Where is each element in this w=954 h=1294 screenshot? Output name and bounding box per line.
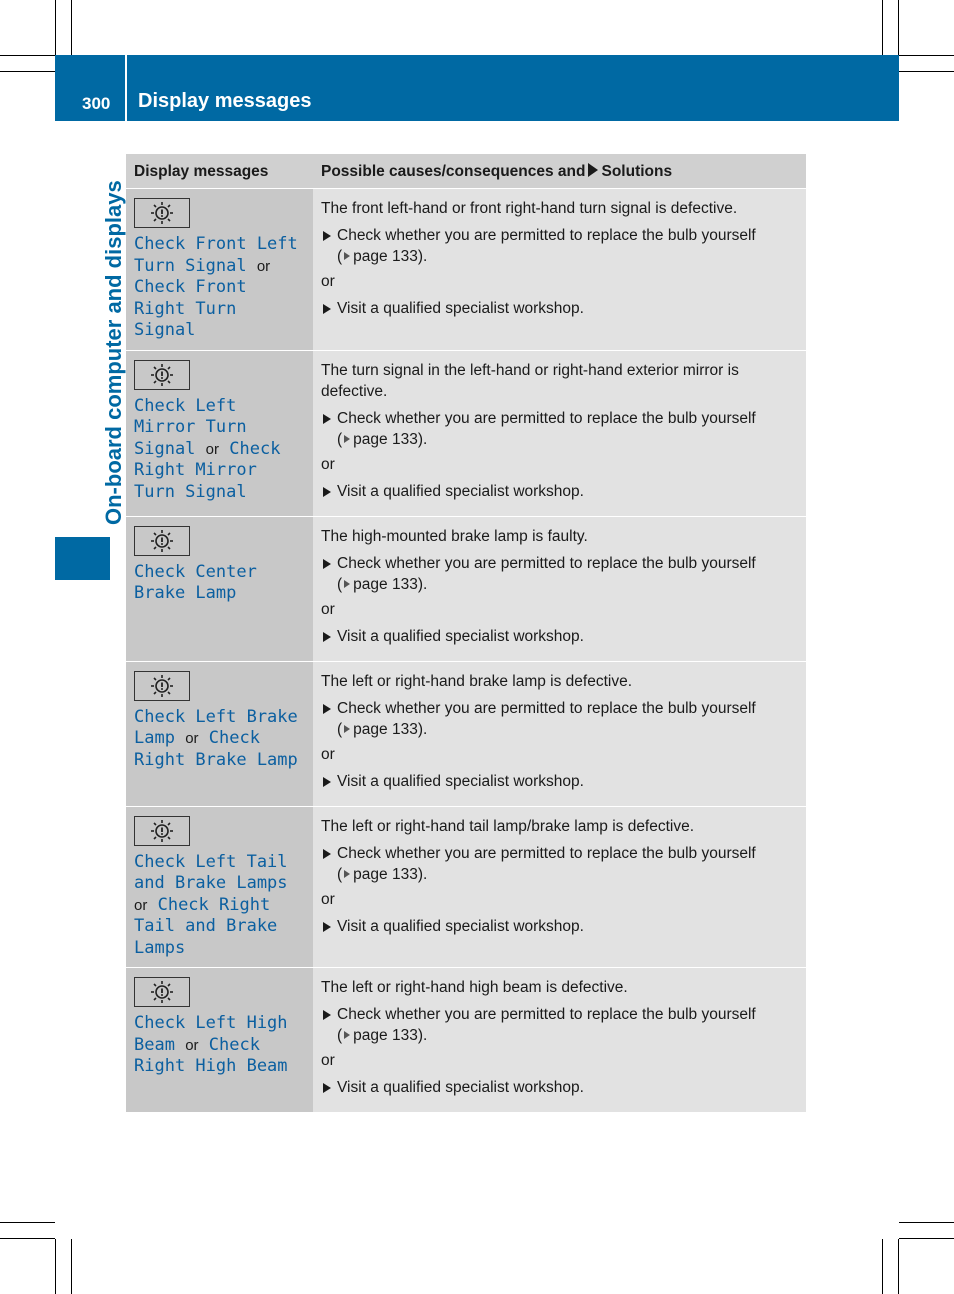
solution-text: Check whether you are permitted to replace the bulb yourself <box>337 409 756 427</box>
table-row <box>126 189 806 351</box>
page-reference-arrow-icon <box>344 725 350 733</box>
or-separator-line: or <box>321 1052 335 1069</box>
display-message-alternate: Check Right Tail and Brake Lamps <box>134 894 278 958</box>
causes-cell <box>313 189 806 350</box>
crop-mark <box>899 1222 954 1223</box>
causes-cell <box>313 351 806 516</box>
solution-bullet <box>321 1077 798 1098</box>
causes-cell <box>313 662 806 806</box>
solutions-arrow-icon <box>588 163 598 177</box>
bulb-warning-icon <box>134 671 190 701</box>
triangle-bullet-icon <box>323 632 331 642</box>
section-side-title: On-board computer and displays <box>101 180 126 525</box>
column-header-causes <box>313 154 806 188</box>
crop-mark <box>899 55 954 56</box>
solution-text: Check whether you are permitted to replace the bulb yourself <box>337 1006 756 1023</box>
cause-text: The left or right-hand brake lamp is defective. <box>321 672 633 690</box>
display-message-alternate: Check Front Right Turn Signal <box>134 277 247 340</box>
triangle-bullet-icon <box>323 1083 331 1093</box>
message-cell <box>126 517 313 661</box>
triangle-bullet-icon <box>323 849 331 859</box>
crop-mark <box>0 1238 55 1239</box>
crop-mark <box>55 1239 56 1294</box>
or-separator-line: or <box>321 890 335 908</box>
display-message-alternate: Check Right High Beam <box>134 1034 288 1076</box>
solution-text: Visit a qualified specialist workshop. <box>337 917 584 935</box>
crop-mark <box>882 1239 883 1294</box>
triangle-bullet-icon <box>323 414 331 424</box>
crop-mark <box>71 0 72 55</box>
display-message-text <box>134 852 305 960</box>
triangle-bullet-icon <box>323 487 331 497</box>
or-separator-line: or <box>321 600 335 618</box>
solution-text: Visit a qualified specialist workshop. <box>337 482 584 500</box>
section-tab-marker <box>55 537 110 580</box>
crop-mark <box>0 55 55 56</box>
display-message-primary: Check Center Brake Lamp <box>134 561 257 603</box>
crop-mark <box>0 71 55 72</box>
message-cell <box>126 968 313 1112</box>
table-header-row <box>126 154 806 189</box>
crop-mark <box>899 1238 954 1239</box>
page-reference-text: page 133). <box>353 1027 428 1044</box>
page-reference-link[interactable]: ( page 133). <box>337 430 428 448</box>
message-cell <box>126 807 313 968</box>
page-reference-link[interactable]: ( page 133). <box>337 248 428 265</box>
solution-text: Visit a qualified specialist workshop. <box>337 1079 584 1096</box>
solution-text: Check whether you are permitted to replace the bulb yourself <box>337 227 756 244</box>
causes-cell <box>313 968 806 1112</box>
table-body <box>126 189 806 1113</box>
solution-text: Visit a qualified specialist workshop. <box>337 300 584 317</box>
display-message-primary: Check Front Left Turn Signal <box>134 234 298 276</box>
table-row <box>126 351 806 517</box>
page-reference-arrow-icon <box>344 435 350 443</box>
solution-text: Visit a qualified specialist workshop. <box>337 772 584 790</box>
solution-text: Check whether you are permitted to replace the bulb yourself <box>337 699 756 717</box>
bulb-warning-icon <box>134 526 190 556</box>
display-message-text <box>134 707 305 772</box>
display-message-text <box>134 1013 305 1078</box>
solution-bullet <box>321 481 798 502</box>
display-message-alternate: Check Right Mirror Turn Signal <box>134 438 281 502</box>
table-row <box>126 517 806 662</box>
solution-text: Check whether you are permitted to replace the bulb yourself <box>337 554 756 572</box>
display-message-primary: Check Left Brake Lamp <box>134 706 298 748</box>
cause-text: The left or right-hand high beam is defective. <box>321 979 628 996</box>
or-separator: or <box>134 896 148 914</box>
solution-bullet <box>321 843 798 885</box>
display-message-primary: Check Left Tail and Brake Lamps <box>134 851 288 893</box>
triangle-bullet-icon <box>323 922 331 932</box>
display-message-text <box>134 562 305 605</box>
cause-text: The left or right-hand tail lamp/brake lamp is defective. <box>321 817 695 835</box>
page-reference-arrow-icon <box>344 580 350 588</box>
page-reference-text: page 133). <box>353 865 428 883</box>
page-reference-link[interactable]: ( page 133). <box>337 720 428 738</box>
bulb-warning-icon <box>134 198 190 228</box>
display-message-alternate: Check Right Brake Lamp <box>134 728 298 770</box>
solution-bullet <box>321 408 798 450</box>
crop-mark <box>0 1222 55 1223</box>
page-title: Display messages <box>138 90 312 112</box>
header-divider <box>125 55 127 121</box>
display-messages-table <box>126 154 806 1113</box>
crop-mark <box>899 71 954 72</box>
or-separator: or <box>256 257 271 275</box>
causes-cell <box>313 807 806 968</box>
message-cell <box>126 662 313 806</box>
or-separator: or <box>185 1036 199 1054</box>
triangle-bullet-icon <box>323 777 331 787</box>
bulb-warning-icon <box>134 360 190 390</box>
triangle-bullet-icon <box>323 304 331 314</box>
crop-mark <box>898 0 899 55</box>
cause-text: The high-mounted brake lamp is faulty. <box>321 527 588 545</box>
page-reference-link[interactable]: ( page 133). <box>337 1027 428 1044</box>
table-row <box>126 662 806 807</box>
display-message-primary: Check Left Mirror Turn Signal <box>134 395 247 459</box>
or-separator-line: or <box>321 273 335 290</box>
solution-bullet <box>321 298 798 319</box>
solution-bullet <box>321 1004 798 1046</box>
page-reference-link[interactable]: ( page 133). <box>337 575 428 593</box>
bulb-warning-icon <box>134 816 190 846</box>
causes-cell <box>313 517 806 661</box>
or-separator-line: or <box>321 745 335 763</box>
cause-text: The front left-hand or front right-hand turn signal is defective. <box>321 200 738 217</box>
crop-mark <box>898 1239 899 1294</box>
page-number: 300 <box>82 94 111 113</box>
solution-bullet <box>321 553 798 595</box>
message-cell <box>126 351 313 516</box>
or-separator: or <box>185 730 199 747</box>
or-separator-line: or <box>321 455 335 473</box>
or-separator: or <box>205 440 220 458</box>
solution-bullet <box>321 771 798 792</box>
crop-mark <box>55 0 56 55</box>
page-reference-text: page 133). <box>353 575 428 593</box>
crop-mark <box>71 1239 72 1294</box>
column-header-messages: Display messages <box>134 163 269 180</box>
table-row <box>126 968 806 1113</box>
solution-bullet <box>321 698 798 740</box>
bulb-warning-icon <box>134 977 190 1007</box>
display-message-primary: Check Left High Beam <box>134 1013 288 1055</box>
message-cell <box>126 189 313 350</box>
triangle-bullet-icon <box>323 559 331 569</box>
page-reference-text: page 133). <box>353 720 428 738</box>
solution-text: Check whether you are permitted to replace the bulb yourself <box>337 844 756 862</box>
page-reference-arrow-icon <box>344 252 350 260</box>
display-message-text <box>134 396 305 504</box>
crop-mark <box>882 0 883 55</box>
triangle-bullet-icon <box>323 231 331 241</box>
page-reference-link[interactable]: ( page 133). <box>337 865 428 883</box>
triangle-bullet-icon <box>323 1010 331 1020</box>
display-message-text <box>134 234 305 342</box>
table-row <box>126 807 806 969</box>
solution-bullet <box>321 626 798 647</box>
column-header-solutions-text: Solutions <box>601 163 673 180</box>
page-reference-text: page 133). <box>353 248 428 265</box>
page-reference-text: page 133). <box>353 430 428 448</box>
page-reference-arrow-icon <box>344 1031 350 1039</box>
solution-bullet <box>321 916 798 937</box>
page-reference-arrow-icon <box>344 870 350 878</box>
solution-bullet <box>321 225 798 267</box>
cause-text: The turn signal in the left-hand or right-hand exterior mirror is defective. <box>321 361 739 400</box>
triangle-bullet-icon <box>323 704 331 714</box>
solution-text: Visit a qualified specialist workshop. <box>337 627 584 645</box>
column-header-causes-text: Possible causes/consequences and <box>321 163 586 180</box>
